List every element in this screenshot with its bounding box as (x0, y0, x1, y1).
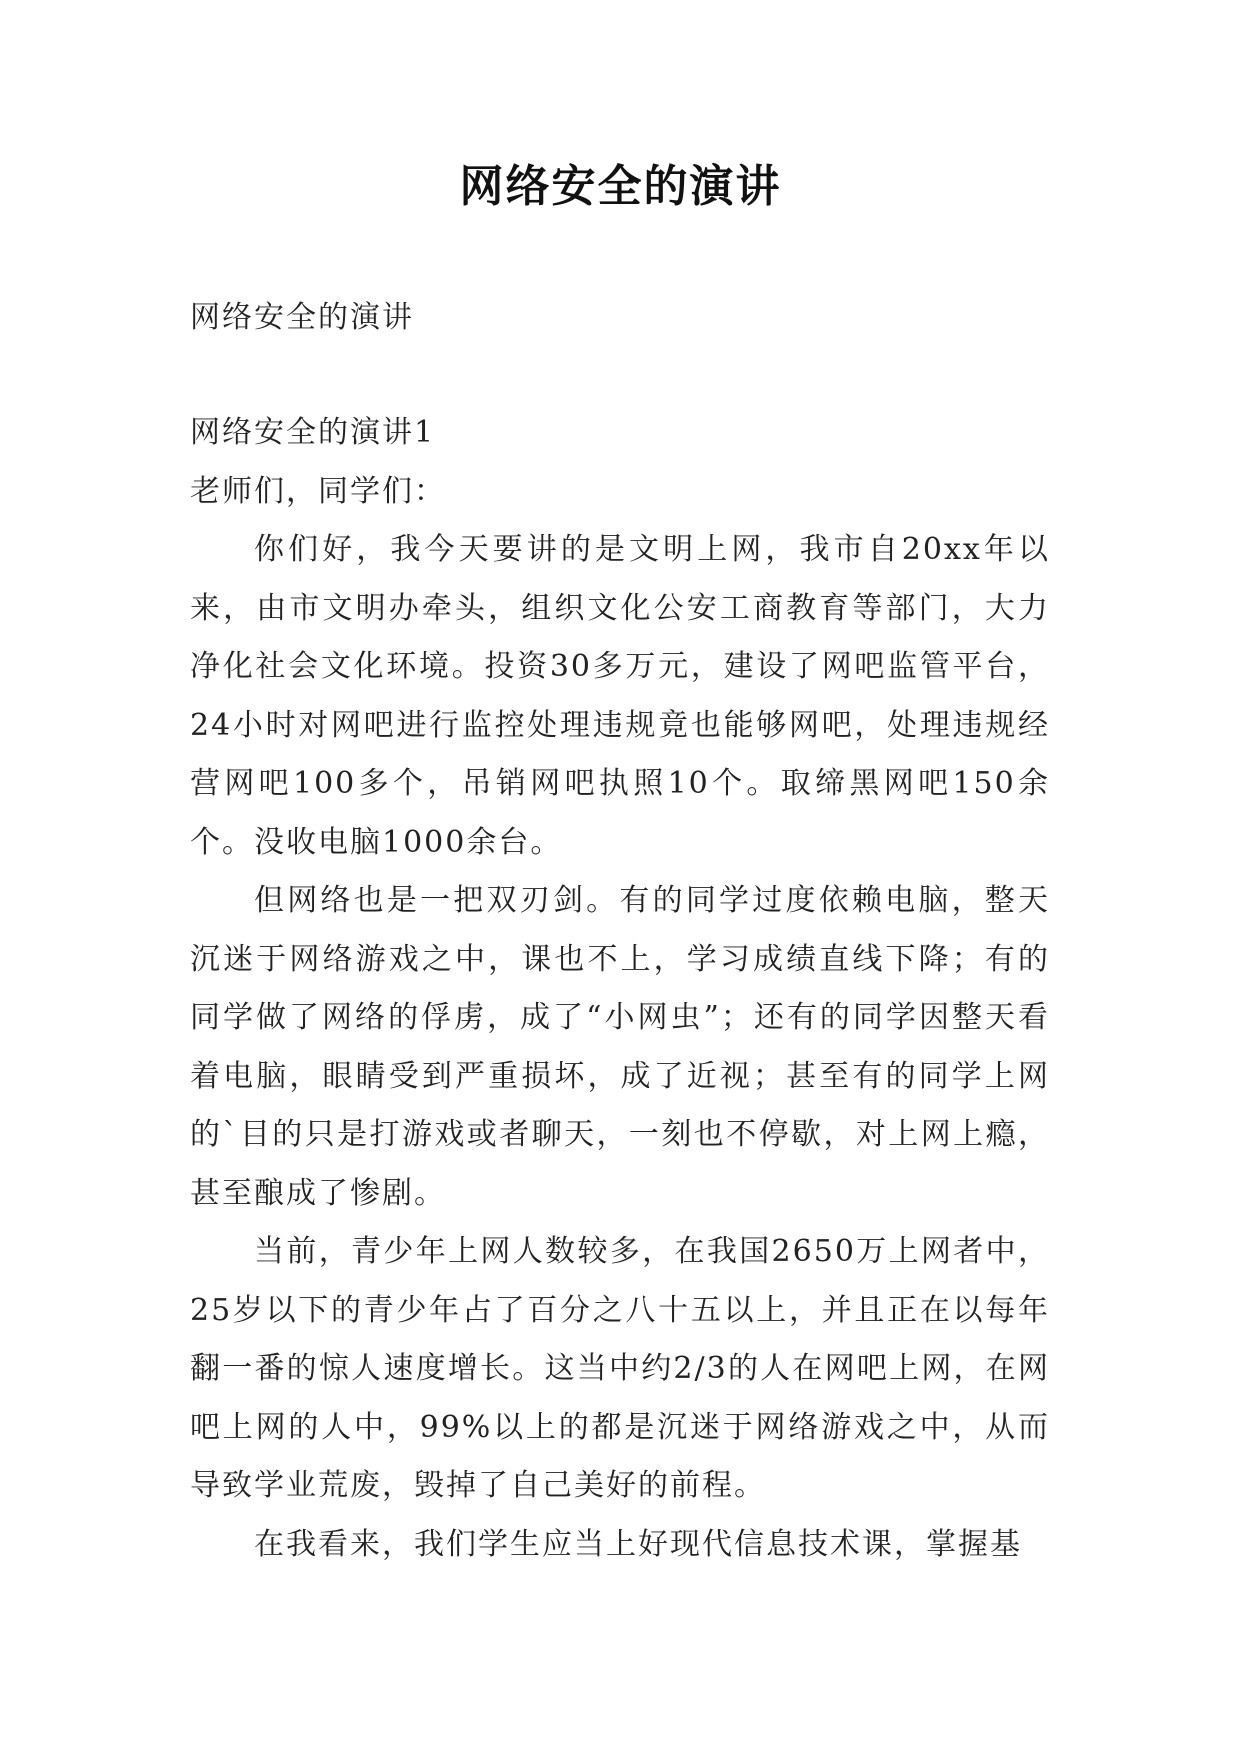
paragraph-3: 当前，青少年上网人数较多，在我国2650万上网者中，25岁以下的青少年占了百分之八十五以上，并且正在以每年翻一番的惊人速度增长。这当中约2/3的人在网吧上网，在网吧上网的人中，99%以上的都是沉迷于网络游戏之中，从而导致学业荒废，毁掉了自己美好的前程。 (190, 1234, 1050, 1503)
document-body (190, 404, 1050, 1574)
paragraph-2: 但网络也是一把双刃剑。有的同学过度依赖电脑，整天沉迷于网络游戏之中，课也不上，学习成绩直线下降；有的同学做了网络的俘虏，成了“小网虫”；还有的同学因整天看着电脑，眼睛受到严重损坏，成了近视；甚至有的同学上网的`目的只是打游戏或者聊天，一刻也不停歇，对上网上瘾，甚至酿成了惨剧。 (190, 883, 1050, 1211)
document-title: 网络安全的演讲 (459, 161, 782, 212)
section-heading: 网络安全的演讲1 (190, 415, 436, 450)
document-subtitle: 网络安全的演讲 (190, 300, 414, 335)
paragraph-1: 你们好，我今天要讲的是文明上网，我市自20xx年以来，由市文明办牵头，组织文化公安工商教育等部门，大力净化社会文化环境。投资30多万元，建设了网吧监管平台，24小时对网吧进行监控处理违规竟也能够网吧，处理违规经营网吧100多个，吊销网吧执照10个。取缔黑网吧150余个。没收电脑1000余台。 (190, 532, 1050, 860)
salutation: 老师们，同学们： (190, 473, 446, 509)
paragraph-4: 在我看来，我们学生应当上好现代信息技术课，掌握基 (254, 1526, 1022, 1562)
